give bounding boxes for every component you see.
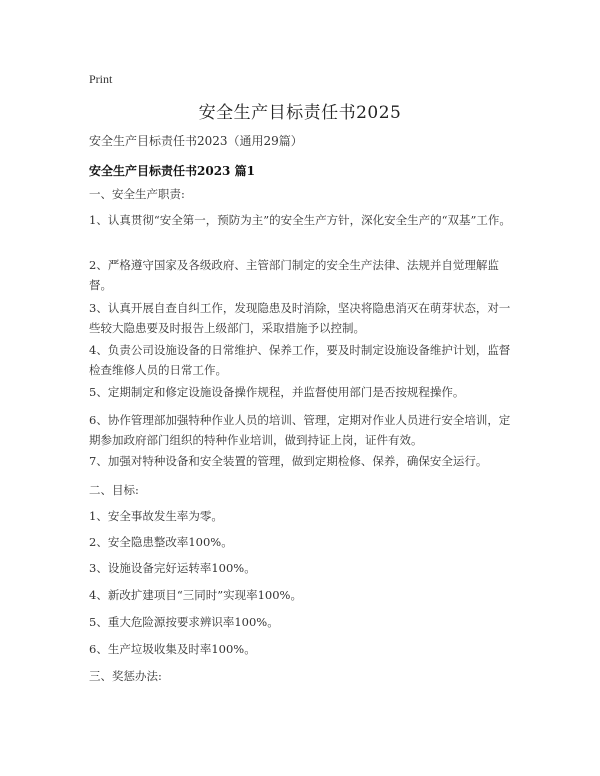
paragraph-duty-3: 3、认真开展自查自纠工作，发现隐患及时消除，坚决将隐患消灭在萌芽状态，对一些较大隐患要及时报告上级部门，采取措施予以控制。 bbox=[89, 301, 511, 335]
page-title: 安全生产目标责任书2025 bbox=[198, 103, 402, 123]
paragraph-duty-6: 6、协作管理部加强特种作业人员的培训、管理，定期对作业人员进行安全培训，定期参加政府部门组织的特种作业培训，做到持证上岗，证件有效。 bbox=[89, 413, 511, 447]
paragraph-duty-5: 5、定期制定和修定设施设备操作规程，并监督使用部门是否按规程操作。 bbox=[89, 385, 465, 399]
paragraph-heading-goals: 二、目标: bbox=[89, 483, 139, 497]
section-heading: 安全生产目标责任书2023 篇1 bbox=[89, 164, 255, 178]
paragraph-duty-2: 2、严格遵守国家及各级政府、主管部门制定的安全生产法律、法规并自觉理解监督。 bbox=[89, 258, 499, 292]
paragraph-duty-7: 7、加强对特种设备和安全装置的管理，做到定期检修、保养，确保安全运行。 bbox=[89, 454, 488, 468]
paragraph-goal-2: 2、安全隐患整改率100%。 bbox=[89, 535, 233, 549]
document-subtitle: 安全生产目标责任书2023（通用29篇） bbox=[89, 134, 303, 148]
paragraph-goal-6: 6、生产垃圾收集及时率100%。 bbox=[89, 642, 256, 656]
paragraph-heading-duties: 一、安全生产职责: bbox=[89, 187, 185, 201]
paragraph-goal-4: 4、新改扩建项目“三同时”实现率100%。 bbox=[89, 588, 302, 602]
paragraph-heading-rewards: 三、奖惩办法: bbox=[89, 669, 162, 683]
paragraph-goal-1: 1、安全事故发生率为零。 bbox=[89, 509, 223, 523]
paragraph-duty-1: 1、认真贯彻“安全第一，预防为主”的安全生产方针，深化安全生产的“双基”工作。 bbox=[89, 213, 511, 227]
paragraph-goal-5: 5、重大危险源按要求辨识率100%。 bbox=[89, 615, 279, 629]
print-label[interactable]: Print bbox=[89, 72, 113, 86]
paragraph-duty-4: 4、负责公司设施设备的日常维护、保养工作，要及时制定设施设备维护计划，监督检查维修人员的日常工作。 bbox=[89, 343, 511, 377]
paragraph-goal-3: 3、设施设备完好运转率100%。 bbox=[89, 561, 256, 575]
